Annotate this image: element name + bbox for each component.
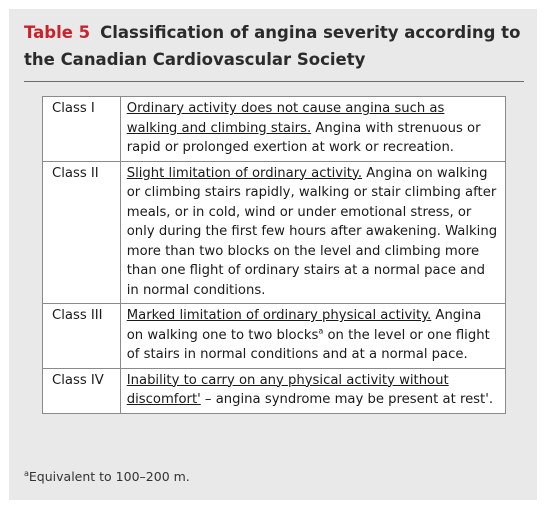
class-label: Class III [43, 304, 121, 369]
table-caption [24, 19, 524, 73]
class-description [120, 161, 505, 304]
class-label: Class II [43, 161, 121, 304]
class-description [120, 368, 505, 413]
caption-divider [24, 81, 524, 82]
description-text: Angina on walking or climbing stairs rapidly, walking or stair climbing after meals, or in cold, wind or under emotional stress, or only during the first few hours after awakening. Walking more than two blocks on the level and climbing more than one flight of ordinary stairs at a normal pace and in normal conditions. [126, 165, 498, 298]
description-text: Angina on walking one to two blocks [126, 308, 482, 343]
angina-classification-table [42, 96, 506, 414]
table-row [43, 161, 506, 304]
table-title: Classification of angina severity according to the Canadian Cardiovascular Society [24, 23, 521, 69]
footnote-marker: a [318, 326, 324, 336]
description-underlined: Marked limitation of ordinary physical activity. [126, 308, 432, 323]
class-description [120, 97, 505, 162]
class-description [120, 304, 505, 369]
class-label: Class IV [43, 368, 121, 413]
class-label: Class I [43, 97, 121, 162]
table-row [43, 97, 506, 162]
footnote-text: Equivalent to 100–200 m. [28, 469, 190, 484]
description-text: Angina with strenuous or rapid or prolonged exertion at work or recreation. [126, 120, 481, 155]
table-number: Table 5 [24, 23, 91, 42]
footnote-mark: a [24, 468, 29, 478]
description-underlined: Slight limitation of ordinary activity. [126, 165, 363, 181]
table-footnote [24, 469, 190, 484]
table-container [42, 96, 506, 414]
description-underlined: Ordinary activity does not cause angina such as walking and climbing stairs. [126, 101, 445, 136]
description-text: – angina syndrome may be present at rest'. [200, 392, 494, 407]
table-row [43, 368, 506, 413]
description-text: on the level or one flight of stairs in normal conditions and at a normal pace. [126, 327, 490, 362]
description-underlined: Inability to carry on any physical activity without discomfort' [126, 372, 449, 407]
table-row [43, 304, 506, 369]
table-panel [9, 9, 537, 500]
